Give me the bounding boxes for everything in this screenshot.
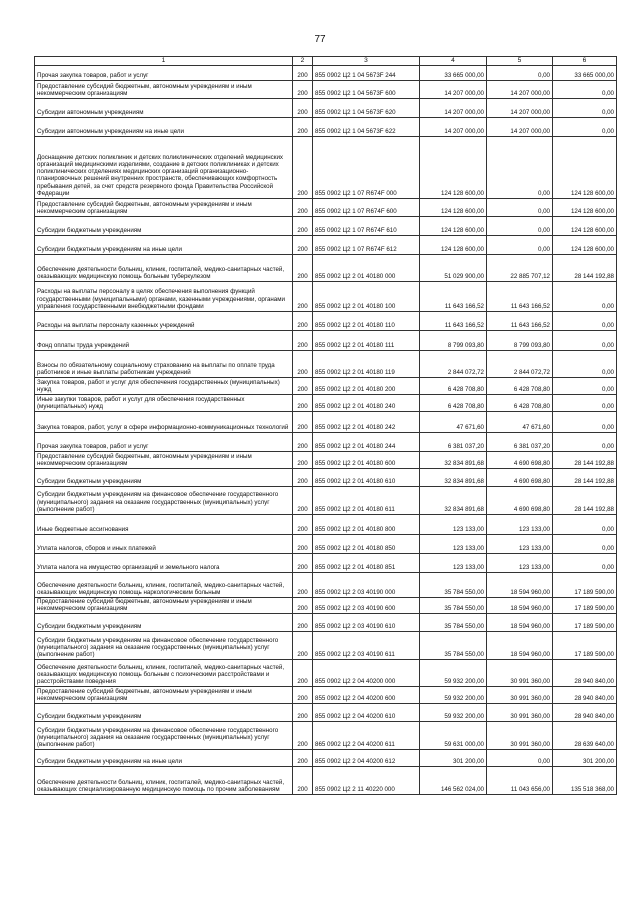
row-name: Субсидии автономным учреждениям на иные цели bbox=[35, 118, 293, 137]
table-row bbox=[35, 66, 617, 81]
table-row bbox=[35, 217, 617, 236]
row-remaining-amount: 124 128 600,00 bbox=[553, 236, 617, 255]
row-approved-amount: 123 133,00 bbox=[420, 535, 487, 554]
page-number: 77 bbox=[314, 34, 326, 45]
row-remaining-amount: 0,00 bbox=[553, 554, 617, 573]
row-approved-amount: 124 128 600,00 bbox=[420, 217, 487, 236]
row-name: Уплата налогов, сборов и иных платежей bbox=[35, 535, 293, 554]
row-indicator-code: 200 bbox=[293, 137, 313, 199]
row-classification-code: 855 0902 Ц2 2 03 40190 610 bbox=[313, 614, 420, 632]
row-approved-amount: 59 631 000,00 bbox=[420, 722, 487, 750]
row-executed-amount: 11 043 656,00 bbox=[487, 767, 553, 795]
row-executed-amount: 123 133,00 bbox=[487, 515, 553, 535]
row-classification-code: 855 0902 Ц2 2 11 40220 000 bbox=[313, 767, 420, 795]
row-name: Предоставление субсидий бюджетным, автономным учреждениям и иным некоммерческим организациям bbox=[35, 81, 293, 99]
row-executed-amount: 8 799 093,80 bbox=[487, 331, 553, 351]
row-remaining-amount: 124 128 600,00 bbox=[553, 217, 617, 236]
row-remaining-amount: 0,00 bbox=[553, 331, 617, 351]
row-name: Субсидии автономным учреждениям bbox=[35, 99, 293, 118]
row-executed-amount: 0,00 bbox=[487, 66, 553, 81]
row-classification-code: 855 0902 Ц2 2 04 40200 000 bbox=[313, 660, 420, 687]
row-name: Обеспечение деятельности больниц, клиник, госпиталей, медико-санитарных частей, оказывающих медицинскую помощь больным с психическими расстройствами и расстройствами поведения bbox=[35, 660, 293, 687]
row-name: Уплата налога на имущество организаций и земельного налога bbox=[35, 554, 293, 573]
header-col-5: 5 bbox=[487, 57, 553, 66]
row-approved-amount: 51 029 900,00 bbox=[420, 255, 487, 282]
row-executed-amount: 18 594 960,00 bbox=[487, 573, 553, 598]
row-executed-amount: 30 991 360,00 bbox=[487, 687, 553, 704]
row-classification-code: 855 0902 Ц2 2 03 40190 611 bbox=[313, 632, 420, 660]
table-row bbox=[35, 433, 617, 452]
table-row bbox=[35, 750, 617, 767]
row-classification-code: 855 0902 Ц2 2 01 40180 600 bbox=[313, 452, 420, 469]
table-row bbox=[35, 515, 617, 535]
row-remaining-amount: 17 189 590,00 bbox=[553, 573, 617, 598]
row-indicator-code: 200 bbox=[293, 331, 313, 351]
row-name: Иные закупки товаров, работ и услуг для обеспечения государственных (муниципальных) нужд bbox=[35, 395, 293, 412]
row-executed-amount: 6 381 037,20 bbox=[487, 433, 553, 452]
row-indicator-code: 200 bbox=[293, 395, 313, 412]
row-approved-amount: 35 784 550,00 bbox=[420, 573, 487, 598]
row-approved-amount: 2 844 072,72 bbox=[420, 351, 487, 378]
row-indicator-code: 200 bbox=[293, 573, 313, 598]
row-classification-code: 855 0902 Ц2 2 03 40190 600 bbox=[313, 598, 420, 614]
table-row bbox=[35, 378, 617, 395]
row-classification-code: 855 0902 Ц2 2 01 40180 110 bbox=[313, 312, 420, 331]
table-row bbox=[35, 722, 617, 750]
table-row bbox=[35, 118, 617, 137]
row-classification-code: 855 0902 Ц2 1 07 R674F 600 bbox=[313, 199, 420, 217]
row-indicator-code: 200 bbox=[293, 66, 313, 81]
row-classification-code: 855 0902 Ц2 2 04 40200 610 bbox=[313, 704, 420, 722]
row-remaining-amount: 28 940 840,00 bbox=[553, 704, 617, 722]
row-remaining-amount: 301 200,00 bbox=[553, 750, 617, 767]
table-row bbox=[35, 395, 617, 412]
row-approved-amount: 35 784 550,00 bbox=[420, 598, 487, 614]
row-executed-amount: 0,00 bbox=[487, 750, 553, 767]
row-remaining-amount: 0,00 bbox=[553, 535, 617, 554]
table-row bbox=[35, 331, 617, 351]
header-col-1: 1 bbox=[35, 57, 293, 66]
table-row bbox=[35, 487, 617, 515]
row-indicator-code: 200 bbox=[293, 722, 313, 750]
row-indicator-code: 200 bbox=[293, 412, 313, 433]
row-executed-amount: 11 643 166,52 bbox=[487, 312, 553, 331]
row-name: Субсидии бюджетным учреждениям bbox=[35, 217, 293, 236]
row-classification-code: 855 0902 Ц2 2 01 40180 800 bbox=[313, 515, 420, 535]
row-remaining-amount: 0,00 bbox=[553, 433, 617, 452]
row-remaining-amount: 33 665 000,00 bbox=[553, 66, 617, 81]
row-indicator-code: 200 bbox=[293, 704, 313, 722]
row-remaining-amount: 28 940 840,00 bbox=[553, 660, 617, 687]
table-row bbox=[35, 312, 617, 331]
row-name: Обеспечение деятельности больниц, клиник, госпиталей, медико-санитарных частей, оказывающих медицинскую помощь больным туберкулезом bbox=[35, 255, 293, 282]
row-approved-amount: 124 128 600,00 bbox=[420, 137, 487, 199]
row-classification-code: 855 0902 Ц2 2 01 40180 000 bbox=[313, 255, 420, 282]
row-indicator-code: 200 bbox=[293, 767, 313, 795]
row-indicator-code: 200 bbox=[293, 81, 313, 99]
row-name: Фонд оплаты труда учреждений bbox=[35, 331, 293, 351]
row-name: Закупка товаров, работ, услуг в сфере информационно-коммуникационных технологий bbox=[35, 412, 293, 433]
row-executed-amount: 22 885 707,12 bbox=[487, 255, 553, 282]
row-indicator-code: 200 bbox=[293, 554, 313, 573]
row-approved-amount: 301 200,00 bbox=[420, 750, 487, 767]
row-name: Субсидии бюджетным учреждениям bbox=[35, 704, 293, 722]
row-name: Прочая закупка товаров, работ и услуг bbox=[35, 66, 293, 81]
row-classification-code: 855 0902 Ц2 2 01 40180 611 bbox=[313, 487, 420, 515]
row-approved-amount: 59 932 200,00 bbox=[420, 687, 487, 704]
header-col-3: 3 bbox=[313, 57, 420, 66]
row-name: Предоставление субсидий бюджетным, автономным учреждениям и иным некоммерческим организациям bbox=[35, 452, 293, 469]
table-row bbox=[35, 687, 617, 704]
row-remaining-amount: 0,00 bbox=[553, 412, 617, 433]
row-classification-code: 855 0902 Ц2 2 01 40180 242 bbox=[313, 412, 420, 433]
row-indicator-code: 200 bbox=[293, 515, 313, 535]
row-approved-amount: 32 834 891,68 bbox=[420, 487, 487, 515]
budget-table bbox=[34, 56, 617, 795]
row-executed-amount: 11 643 166,52 bbox=[487, 282, 553, 312]
header-col-4: 4 bbox=[420, 57, 487, 66]
row-indicator-code: 200 bbox=[293, 750, 313, 767]
row-remaining-amount: 17 189 590,00 bbox=[553, 614, 617, 632]
row-name: Субсидии бюджетным учреждениям на иные цели bbox=[35, 750, 293, 767]
row-approved-amount: 6 428 708,80 bbox=[420, 378, 487, 395]
row-classification-code: 855 0902 Ц2 2 01 40180 240 bbox=[313, 395, 420, 412]
row-executed-amount: 0,00 bbox=[487, 217, 553, 236]
table-row bbox=[35, 255, 617, 282]
row-name: Закупка товаров, работ и услуг для обеспечения государственных (муниципальных) нужд bbox=[35, 378, 293, 395]
row-name: Обеспечение деятельности больниц, клиник, госпиталей, медико-санитарных частей, оказывающих медицинскую помощь наркологическим больным bbox=[35, 573, 293, 598]
row-executed-amount: 0,00 bbox=[487, 199, 553, 217]
table-row bbox=[35, 81, 617, 99]
row-indicator-code: 200 bbox=[293, 452, 313, 469]
row-indicator-code: 200 bbox=[293, 433, 313, 452]
row-name: Предоставление субсидий бюджетным, автономным учреждениям и иным некоммерческим организациям bbox=[35, 199, 293, 217]
row-executed-amount: 18 594 960,00 bbox=[487, 598, 553, 614]
table-row bbox=[35, 614, 617, 632]
row-classification-code: 855 0902 Ц2 1 07 R674F 610 bbox=[313, 217, 420, 236]
row-approved-amount: 33 665 000,00 bbox=[420, 66, 487, 81]
table-row bbox=[35, 99, 617, 118]
row-indicator-code: 200 bbox=[293, 469, 313, 487]
row-approved-amount: 14 207 000,00 bbox=[420, 81, 487, 99]
row-classification-code: 855 0902 Ц2 2 01 40180 200 bbox=[313, 378, 420, 395]
row-executed-amount: 14 207 000,00 bbox=[487, 99, 553, 118]
row-remaining-amount: 28 144 192,88 bbox=[553, 469, 617, 487]
row-classification-code: 855 0902 Ц2 2 03 40190 000 bbox=[313, 573, 420, 598]
row-name: Предоставление субсидий бюджетным, автономным учреждениям и иным некоммерческим организациям bbox=[35, 598, 293, 614]
row-remaining-amount: 0,00 bbox=[553, 515, 617, 535]
row-classification-code: 855 0902 Ц2 1 04 5673F 620 bbox=[313, 99, 420, 118]
row-name: Субсидии бюджетным учреждениям bbox=[35, 469, 293, 487]
row-approved-amount: 146 562 024,00 bbox=[420, 767, 487, 795]
row-classification-code: 855 0902 Ц2 1 04 5673F 244 bbox=[313, 66, 420, 81]
row-executed-amount: 14 207 000,00 bbox=[487, 118, 553, 137]
row-indicator-code: 200 bbox=[293, 118, 313, 137]
row-approved-amount: 32 834 891,68 bbox=[420, 452, 487, 469]
row-classification-code: 855 0902 Ц2 2 04 40200 600 bbox=[313, 687, 420, 704]
table-row bbox=[35, 535, 617, 554]
table-row bbox=[35, 282, 617, 312]
row-indicator-code: 200 bbox=[293, 660, 313, 687]
row-executed-amount: 18 594 960,00 bbox=[487, 614, 553, 632]
row-executed-amount: 30 991 360,00 bbox=[487, 722, 553, 750]
row-indicator-code: 200 bbox=[293, 312, 313, 331]
row-approved-amount: 14 207 000,00 bbox=[420, 99, 487, 118]
row-remaining-amount: 17 189 590,00 bbox=[553, 632, 617, 660]
row-approved-amount: 59 932 200,00 bbox=[420, 660, 487, 687]
row-indicator-code: 200 bbox=[293, 217, 313, 236]
header-col-6: 6 bbox=[553, 57, 617, 66]
row-remaining-amount: 124 128 600,00 bbox=[553, 199, 617, 217]
row-classification-code: 855 0902 Ц2 2 01 40180 851 bbox=[313, 554, 420, 573]
row-approved-amount: 124 128 600,00 bbox=[420, 236, 487, 255]
table-row bbox=[35, 598, 617, 614]
row-remaining-amount: 0,00 bbox=[553, 395, 617, 412]
row-remaining-amount: 135 518 368,00 bbox=[553, 767, 617, 795]
table-row bbox=[35, 137, 617, 199]
row-classification-code: 855 0902 Ц2 2 01 40180 610 bbox=[313, 469, 420, 487]
row-executed-amount: 123 133,00 bbox=[487, 554, 553, 573]
row-executed-amount: 6 428 708,80 bbox=[487, 378, 553, 395]
table-row bbox=[35, 554, 617, 573]
row-classification-code: 855 0902 Ц2 2 01 40180 850 bbox=[313, 535, 420, 554]
row-indicator-code: 200 bbox=[293, 236, 313, 255]
row-remaining-amount: 0,00 bbox=[553, 99, 617, 118]
row-name: Доснащение детских поликлиник и детских поликлинических отделений медицинских организаций медицинскими изделиями, создание в детских поликлиниках и детских поликлинических отделениях медицинских организаций организационно-планировочных решений внутренних пространств, обеспечивающих комфортность пребывания детей, за счет средств резервного фонда Правительства Российской Федерации bbox=[35, 137, 293, 199]
row-approved-amount: 59 932 200,00 bbox=[420, 704, 487, 722]
row-name: Иные бюджетные ассигнования bbox=[35, 515, 293, 535]
table-row bbox=[35, 704, 617, 722]
row-remaining-amount: 0,00 bbox=[553, 118, 617, 137]
table-row bbox=[35, 452, 617, 469]
row-name: Предоставление субсидий бюджетным, автономным учреждениям и иным некоммерческим организациям bbox=[35, 687, 293, 704]
row-executed-amount: 4 690 698,80 bbox=[487, 487, 553, 515]
table-body bbox=[35, 66, 617, 795]
row-indicator-code: 200 bbox=[293, 687, 313, 704]
row-indicator-code: 200 bbox=[293, 378, 313, 395]
row-remaining-amount: 0,00 bbox=[553, 378, 617, 395]
row-approved-amount: 32 834 891,68 bbox=[420, 469, 487, 487]
row-executed-amount: 30 991 360,00 bbox=[487, 704, 553, 722]
row-name: Субсидии бюджетным учреждениям на финансовое обеспечение государственного (муниципального) задания на оказание государственных (муниципальных) услуг (выполнение работ) bbox=[35, 487, 293, 515]
row-executed-amount: 123 133,00 bbox=[487, 535, 553, 554]
row-approved-amount: 47 671,60 bbox=[420, 412, 487, 433]
table-row bbox=[35, 632, 617, 660]
row-indicator-code: 200 bbox=[293, 99, 313, 118]
row-classification-code: 855 0902 Ц2 1 07 R674F 000 bbox=[313, 137, 420, 199]
row-name: Взносы по обязательному социальному страхованию на выплаты по оплате труда работников и иные выплаты работникам учреждений bbox=[35, 351, 293, 378]
row-indicator-code: 200 bbox=[293, 614, 313, 632]
row-indicator-code: 200 bbox=[293, 255, 313, 282]
row-executed-amount: 14 207 000,00 bbox=[487, 81, 553, 99]
row-classification-code: 855 0902 Ц2 2 01 40180 119 bbox=[313, 351, 420, 378]
row-approved-amount: 11 643 166,52 bbox=[420, 312, 487, 331]
row-approved-amount: 6 428 708,80 bbox=[420, 395, 487, 412]
row-indicator-code: 200 bbox=[293, 598, 313, 614]
row-remaining-amount: 28 144 192,88 bbox=[553, 487, 617, 515]
row-indicator-code: 200 bbox=[293, 535, 313, 554]
row-approved-amount: 8 799 093,80 bbox=[420, 331, 487, 351]
row-executed-amount: 0,00 bbox=[487, 137, 553, 199]
row-approved-amount: 6 381 037,20 bbox=[420, 433, 487, 452]
row-executed-amount: 0,00 bbox=[487, 236, 553, 255]
table-header bbox=[35, 57, 617, 66]
row-indicator-code: 200 bbox=[293, 199, 313, 217]
row-executed-amount: 30 991 360,00 bbox=[487, 660, 553, 687]
row-name: Субсидии бюджетным учреждениям на финансовое обеспечение государственного (муниципального) задания на оказание государственных (муниципальных) услуг (выполнение работ) bbox=[35, 632, 293, 660]
row-executed-amount: 18 594 960,00 bbox=[487, 632, 553, 660]
table-row bbox=[35, 199, 617, 217]
row-indicator-code: 200 bbox=[293, 487, 313, 515]
row-classification-code: 855 0902 Ц2 1 04 5673F 622 bbox=[313, 118, 420, 137]
row-name: Субсидии бюджетным учреждениям на иные цели bbox=[35, 236, 293, 255]
row-remaining-amount: 0,00 bbox=[553, 312, 617, 331]
row-indicator-code: 200 bbox=[293, 351, 313, 378]
row-remaining-amount: 0,00 bbox=[553, 81, 617, 99]
row-indicator-code: 200 bbox=[293, 632, 313, 660]
row-approved-amount: 11 643 166,52 bbox=[420, 282, 487, 312]
row-name: Прочая закупка товаров, работ и услуг bbox=[35, 433, 293, 452]
row-approved-amount: 123 133,00 bbox=[420, 515, 487, 535]
row-remaining-amount: 28 144 192,88 bbox=[553, 255, 617, 282]
row-name: Расходы на выплаты персоналу казенных учреждений bbox=[35, 312, 293, 331]
row-name: Расходы на выплаты персоналу в целях обеспечения выполнения функций государственными (муниципальными) органами, казенными учреждениями, органами управления государственными внебюджетными фондами bbox=[35, 282, 293, 312]
row-approved-amount: 14 207 000,00 bbox=[420, 118, 487, 137]
row-classification-code: 865 0902 Ц2 2 04 40200 611 bbox=[313, 722, 420, 750]
row-remaining-amount: 28 144 192,88 bbox=[553, 452, 617, 469]
row-executed-amount: 47 671,60 bbox=[487, 412, 553, 433]
row-classification-code: 855 0902 Ц2 2 04 40200 612 bbox=[313, 750, 420, 767]
table-row bbox=[35, 236, 617, 255]
row-remaining-amount: 0,00 bbox=[553, 351, 617, 378]
row-name: Субсидии бюджетным учреждениям на финансовое обеспечение государственного (муниципального) задания на оказание государственных (муниципальных) услуг (выполнение работ) bbox=[35, 722, 293, 750]
row-executed-amount: 4 690 698,80 bbox=[487, 452, 553, 469]
row-classification-code: 855 0902 Ц2 1 07 R674F 612 bbox=[313, 236, 420, 255]
table-row bbox=[35, 660, 617, 687]
header-col-2: 2 bbox=[293, 57, 313, 66]
row-classification-code: 855 0902 Ц2 2 01 40180 244 bbox=[313, 433, 420, 452]
row-approved-amount: 35 784 550,00 bbox=[420, 632, 487, 660]
table-row bbox=[35, 412, 617, 433]
row-name: Обеспечение деятельности больниц, клиник, госпиталей, медико-санитарных частей, оказывающих специализированную медицинскую помощь по прочим заболеваниям bbox=[35, 767, 293, 795]
row-classification-code: 855 0902 Ц2 2 01 40180 100 bbox=[313, 282, 420, 312]
row-remaining-amount: 28 639 640,00 bbox=[553, 722, 617, 750]
row-classification-code: 855 0902 Ц2 1 04 5673F 600 bbox=[313, 81, 420, 99]
header-row bbox=[35, 57, 617, 66]
row-approved-amount: 123 133,00 bbox=[420, 554, 487, 573]
row-remaining-amount: 28 940 840,00 bbox=[553, 687, 617, 704]
table-row bbox=[35, 573, 617, 598]
row-name: Субсидии бюджетным учреждениям bbox=[35, 614, 293, 632]
row-executed-amount: 4 690 698,80 bbox=[487, 469, 553, 487]
table-row bbox=[35, 767, 617, 795]
row-approved-amount: 124 128 600,00 bbox=[420, 199, 487, 217]
row-remaining-amount: 17 189 590,00 bbox=[553, 598, 617, 614]
row-classification-code: 855 0902 Ц2 2 01 40180 111 bbox=[313, 331, 420, 351]
row-indicator-code: 200 bbox=[293, 282, 313, 312]
row-remaining-amount: 0,00 bbox=[553, 282, 617, 312]
table-row bbox=[35, 351, 617, 378]
row-remaining-amount: 124 128 600,00 bbox=[553, 137, 617, 199]
table-row bbox=[35, 469, 617, 487]
row-executed-amount: 2 844 072,72 bbox=[487, 351, 553, 378]
row-approved-amount: 35 784 550,00 bbox=[420, 614, 487, 632]
row-executed-amount: 6 428 708,80 bbox=[487, 395, 553, 412]
